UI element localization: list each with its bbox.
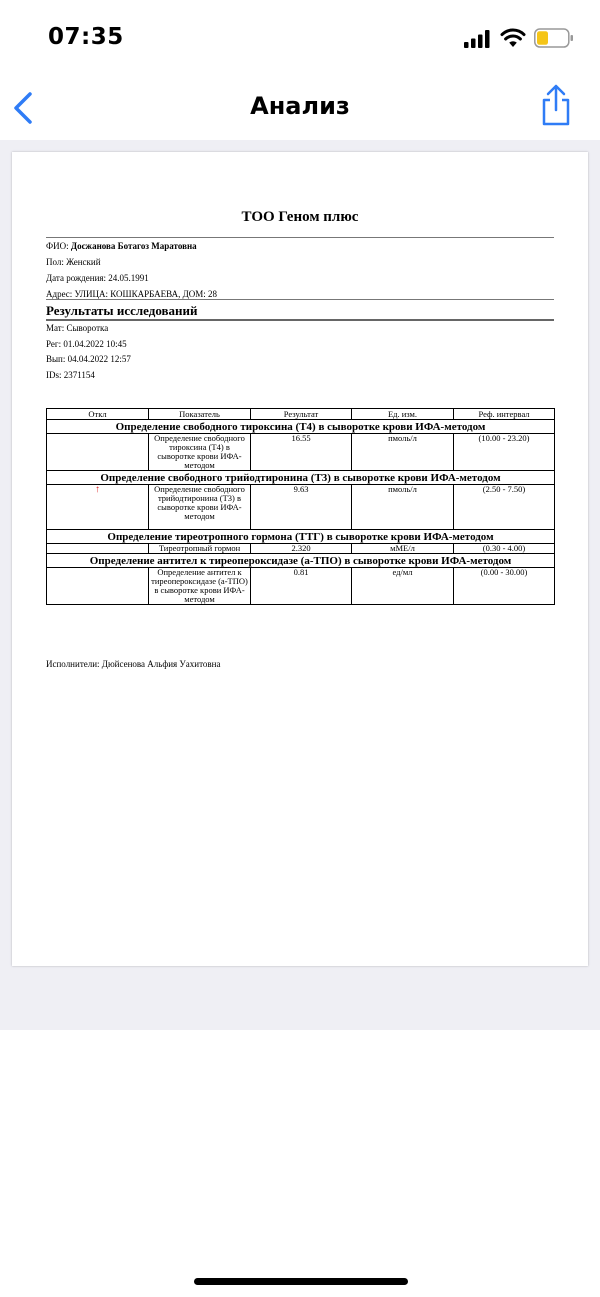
- flag-cell: [47, 434, 149, 471]
- patient-address: Адрес: УЛИЦА: КОШКАРБАЕВА, ДОМ: 28: [46, 289, 217, 299]
- table-row: [47, 434, 555, 471]
- patient-name: Досжанова Ботагоз Маратовна: [70, 241, 197, 251]
- cellular-signal-icon: [464, 30, 490, 48]
- column-header: Показатель: [149, 409, 251, 420]
- indicator-cell: Определение свободного трийодтиронина (Т3) в сыворотке крови ИФА-методом: [149, 485, 251, 530]
- page-title: Анализ: [250, 92, 350, 120]
- ids: IDs: 2371154: [46, 370, 95, 380]
- column-header: Реф. интервал: [454, 409, 555, 420]
- column-header: Откл: [47, 409, 149, 420]
- flag-cell: [47, 568, 149, 605]
- flag-up-icon: ↑: [47, 485, 149, 530]
- test-group-row: [47, 530, 555, 544]
- divider: [46, 319, 554, 321]
- registered-date: Рег: 01.04.2022 10:45: [46, 339, 127, 349]
- test-group-title: Определение свободного тироксина (Т4) в сыворотке крови ИФА-методом: [47, 420, 555, 434]
- indicator-cell: Определение свободного тироксина (Т4) в сыворотке крови ИФА-методом: [149, 434, 251, 471]
- divider: [46, 237, 554, 238]
- column-header: Результат: [251, 409, 352, 420]
- divider: [46, 299, 554, 300]
- document-viewer[interactable]: [0, 140, 600, 1030]
- test-group-row: [47, 554, 555, 568]
- issued-date: Вып: 04.04.2022 12:57: [46, 354, 131, 364]
- table-row: [47, 568, 555, 605]
- battery-icon: [534, 28, 574, 48]
- document-page: [12, 152, 588, 966]
- flag-cell: [47, 544, 149, 554]
- unit-cell: ед/мл: [352, 568, 454, 605]
- results-table: [46, 408, 555, 605]
- reference-cell: (10.00 - 23.20): [454, 434, 555, 471]
- result-cell: 2.320: [251, 544, 352, 554]
- share-button[interactable]: [536, 82, 576, 128]
- wifi-icon: [500, 28, 526, 48]
- test-group-title: Определение антител к тиреопероксидазе (а-ТПО) в сыворотке крови ИФА-методом: [47, 554, 555, 568]
- battery-level: [537, 31, 548, 45]
- material: Мат: Сыворотка: [46, 323, 109, 333]
- patient-name-line: [46, 241, 197, 251]
- performers-line: Исполнители: Дюйсенова Альфия Уахитовна: [46, 659, 221, 669]
- reference-cell: (2.50 - 7.50): [454, 485, 555, 530]
- table-row: [47, 544, 555, 554]
- organization-name: ТОО Геном плюс: [241, 209, 359, 225]
- column-header: Ед. изм.: [352, 409, 454, 420]
- status-bar: [0, 0, 600, 70]
- test-group-title: Определение тиреотропного гормона (ТТГ) в сыворотке крови ИФА-методом: [47, 530, 555, 544]
- indicator-cell: Тиреотропный гормон: [149, 544, 251, 554]
- reference-cell: (0.00 - 30.00): [454, 568, 555, 605]
- unit-cell: пмоль/л: [352, 485, 454, 530]
- reference-cell: (0.30 - 4.00): [454, 544, 555, 554]
- patient-name-label: ФИО:: [46, 241, 69, 251]
- home-indicator[interactable]: [194, 1278, 408, 1285]
- indicator-cell: Определение антител к тиреопероксидазе (а-ТПО) в сыворотке крови ИФА-методом: [149, 568, 251, 605]
- unit-cell: мМЕ/л: [352, 544, 454, 554]
- patient-dob: Дата рождения: 24.05.1991: [46, 273, 149, 283]
- test-group-row: [47, 420, 555, 434]
- table-header-row: [47, 409, 555, 420]
- status-time: 07:35: [48, 24, 124, 50]
- test-group-row: [47, 471, 555, 485]
- table-row: [47, 485, 555, 530]
- test-group-title: Определение свободного трийодтиронина (Т3) в сыворотке крови ИФА-методом: [47, 471, 555, 485]
- result-cell: 16.55: [251, 434, 352, 471]
- result-cell: 9.63: [251, 485, 352, 530]
- unit-cell: пмоль/л: [352, 434, 454, 471]
- navigation-bar: [0, 78, 600, 138]
- patient-gender: Пол: Женский: [46, 257, 101, 267]
- result-cell: 0.81: [251, 568, 352, 605]
- results-heading: Результаты исследований: [46, 303, 198, 318]
